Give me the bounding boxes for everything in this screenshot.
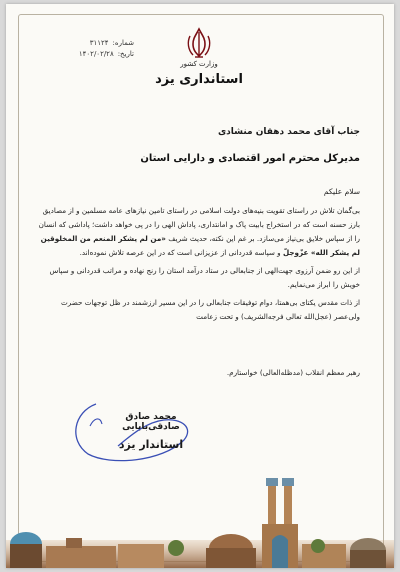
closing-line: رهبر معظم انقلاب (مدظله‌العالی) خواستارم. [226,368,360,377]
body-paragraph-2: از این رو ضمن آرزوی جهت‌الهی از جنابعالی در ستاد درآمد استان را رنج نهاده و مراتب قدردانی و سپاس خویش را ابراز می‌نمایم. [49,266,360,289]
greeting: سلام علیکم [323,187,360,196]
body-paragraph-1-text: بی‌گمان تلاش در راستای تقویت بنیه‌های دولت اسلامی در راستای تامین نیازهای عامه مسلمین و از مصادیق بارز حسنه است که در استخراج بابیت پاک و امانتداری، پاداش الهی را در پی خواهد داشت؛ پاداشی که انسان را از سپاس خلایق بی‌نیاز می‌سازد. بر غم این نکته، حدیث شریف [38,206,360,243]
recipient-name: جناب آقای محمد دهقان منشادی [217,127,360,137]
office-name: استانداری یزد [155,72,243,87]
signatory-title: استاندار یزد [118,438,184,451]
yazd-skyline-illustration [6,448,394,568]
number-label: شماره: [112,39,134,47]
date-value: ۱۴۰۲/۰۲/۲۸ [78,50,114,58]
hadith-quote: «من لم یشکر المنعم من المخلوقین لم یشکر الله» عزّوجلّ [40,234,360,257]
recipient-title: مدیرکل محترم امور اقتصادی و دارایی استان [140,153,360,164]
number-value: ۳۱۱۲۴ [89,39,109,47]
signatory-name: محمد صادق صادقی‌بابایی [122,412,180,432]
body-paragraph-1-end: و سپاسه قدردانی از عزیزانی است که در این عرصه تلاش نموده‌اند. [79,248,281,257]
iran-emblem-icon [184,26,214,60]
body-paragraph-3: از ذات مقدس یکتای بی‌همتا، دوام توفیقات جنابعالی را در این مسیر ارزشمند در ظل توجهات حضرت ولی‌عصر (عجل‌الله تعالی فرجه‌الشریف) و تحت زعامت [61,298,360,321]
ministry-name: وزارت کشور [180,60,218,68]
letter-date-row [34,49,134,60]
date-label: تاریخ: [117,50,134,58]
body-paragraph-1 [38,204,360,260]
letter-meta [34,38,134,60]
letter-number-row [34,38,134,49]
letter-body [38,204,360,328]
letter-page [6,4,394,568]
